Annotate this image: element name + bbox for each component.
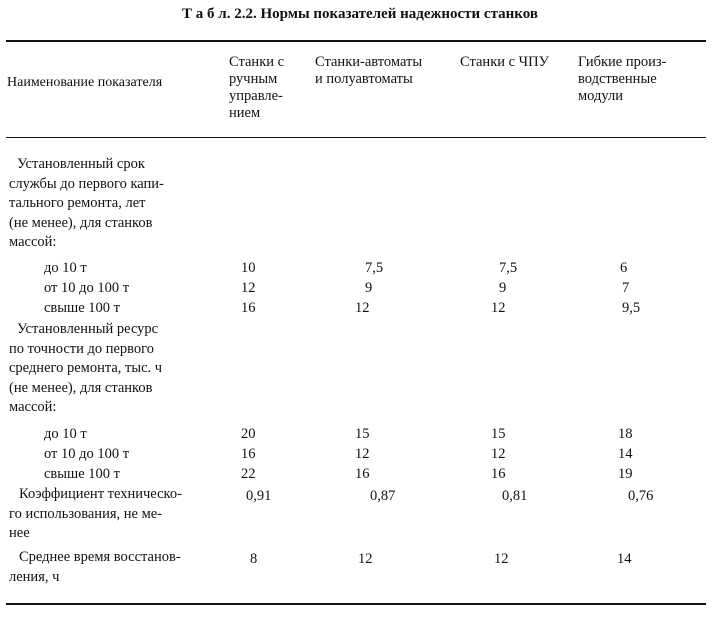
section2-title: Установленный ресурс по точности до первого среднего ремонта, тыс. ч (не менее), для станков массой: xyxy=(9,321,163,415)
header-name: Наименование показателя xyxy=(7,75,163,90)
cell-flexible: 14 xyxy=(618,446,633,462)
cell-automatic: 12 xyxy=(358,551,373,567)
cell-flexible: 18 xyxy=(618,426,633,442)
cell-cnc: 16 xyxy=(491,466,506,482)
header-automatic: Станки-автоматы и полуавтоматы xyxy=(315,54,423,87)
row-label: до 10 т xyxy=(44,426,87,442)
header-manual: Станки с ручным управле- нием xyxy=(229,54,285,121)
table-caption: Т а б л. 2.2. Нормы показателей надежности станков xyxy=(182,6,538,22)
cell-manual: 22 xyxy=(241,466,256,482)
cell-cnc: 12 xyxy=(491,300,506,316)
cell-cnc: 12 xyxy=(494,551,509,567)
cell-automatic: 15 xyxy=(355,426,370,442)
cell-flexible: 19 xyxy=(618,466,633,482)
top-rule xyxy=(6,40,706,42)
cell-manual: 12 xyxy=(241,280,256,296)
row-label: свыше 100 т xyxy=(44,466,120,482)
cell-cnc: 15 xyxy=(491,426,506,442)
cell-automatic: 12 xyxy=(355,446,370,462)
header-cnc: Станки с ЧПУ xyxy=(460,54,549,70)
cell-manual: 0,91 xyxy=(246,488,272,504)
cell-manual: 8 xyxy=(250,551,258,567)
row-label: свыше 100 т xyxy=(44,300,120,316)
cell-automatic: 0,87 xyxy=(370,488,396,504)
cell-cnc: 0,81 xyxy=(502,488,528,504)
cell-cnc: 7,5 xyxy=(499,260,518,276)
row-label: Коэффициент техническо- го использования, не ме- нее xyxy=(9,486,182,541)
cell-cnc: 12 xyxy=(491,446,506,462)
header-flexible: Гибкие произ- водственные модули xyxy=(578,54,667,104)
cell-automatic: 9 xyxy=(365,280,373,296)
cell-manual: 20 xyxy=(241,426,256,442)
cell-flexible: 0,76 xyxy=(628,488,654,504)
cell-flexible: 9,5 xyxy=(622,300,641,316)
row-label: Среднее время восстанов- ления, ч xyxy=(9,549,181,585)
cell-manual: 16 xyxy=(241,300,256,316)
cell-flexible: 6 xyxy=(620,260,628,276)
cell-flexible: 14 xyxy=(617,551,632,567)
section1-title: Установленный срок службы до первого капи- тального ремонта, лет (не менее), для станков массой: xyxy=(9,156,164,250)
header-rule xyxy=(6,137,706,138)
cell-cnc: 9 xyxy=(499,280,507,296)
cell-automatic: 7,5 xyxy=(365,260,384,276)
row-label: от 10 до 100 т xyxy=(44,280,130,296)
cell-automatic: 12 xyxy=(355,300,370,316)
cell-manual: 10 xyxy=(241,260,256,276)
row-label: от 10 до 100 т xyxy=(44,446,130,462)
bottom-rule xyxy=(6,603,706,605)
cell-flexible: 7 xyxy=(622,280,630,296)
row-label: до 10 т xyxy=(44,260,87,276)
cell-automatic: 16 xyxy=(355,466,370,482)
cell-manual: 16 xyxy=(241,446,256,462)
